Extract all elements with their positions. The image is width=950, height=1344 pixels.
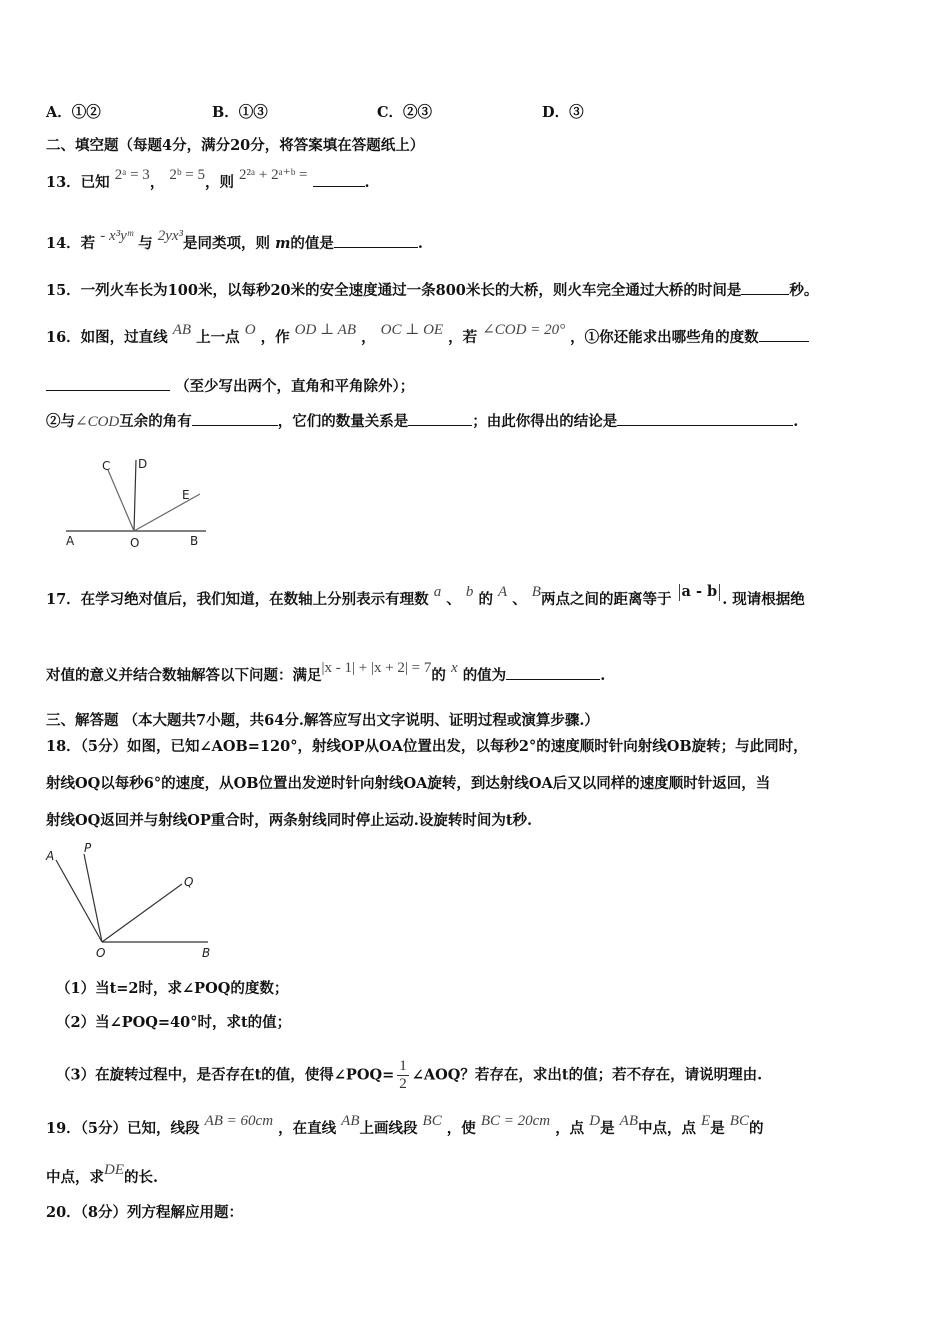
- q16-l3cod: ∠COD: [75, 414, 120, 430]
- ray-op: [84, 854, 102, 942]
- q18-line2: 射线OQ以每秒6°的速度，从OB位置出发逆时针向射线OA旋转，到达射线OA后又以同样的速度顺时针返回，当: [46, 775, 771, 792]
- q19-line2a: 中点，求: [46, 1169, 104, 1186]
- q19-ab: AB = 60cm: [204, 1113, 274, 1129]
- q13-mid: ，则: [204, 174, 234, 191]
- q18-line3: 射线OQ返回并与射线OP重合时，两条射线同时停止运动.设旋转时间为t秒.: [46, 812, 533, 829]
- ray-oq: [102, 884, 182, 942]
- label-b: B: [190, 534, 199, 548]
- q16-blank-4[interactable]: [408, 411, 472, 426]
- q17-answer-blank[interactable]: [506, 665, 600, 680]
- q14-suffix: 是同类项，则: [183, 235, 270, 252]
- q17-x: x: [450, 660, 458, 676]
- q16-l3c: ，它们的数量关系是: [277, 413, 409, 430]
- q16-l3a: ②与: [46, 413, 75, 430]
- q14-var: m: [275, 235, 291, 252]
- label-a: A: [46, 849, 55, 863]
- q19-bc: BC: [422, 1113, 442, 1129]
- question-20: 20．（8分）列方程解应用题：: [46, 1204, 244, 1221]
- q19-de: DE: [104, 1162, 124, 1178]
- q16-line2: （至少写出两个，直角和平角除外）；: [175, 378, 415, 395]
- q17-line2: 对值的意义并结合数轴解答以下问题：满足: [46, 667, 322, 684]
- q18-sub3: [56, 1058, 762, 1093]
- question-16-line2: [46, 376, 414, 397]
- q16-t4: ，若: [448, 329, 478, 346]
- q16-t1: 上一点: [196, 329, 240, 346]
- ray-od: [134, 460, 136, 531]
- q17-t5: 的值为: [462, 667, 507, 684]
- q14-answer-blank[interactable]: [334, 233, 418, 248]
- q16-t3: ，: [361, 329, 376, 346]
- q16-t2: ，作: [260, 329, 290, 346]
- q18-sub3b: ∠AOQ: [411, 1066, 461, 1084]
- q14-end: .: [417, 235, 423, 252]
- section-2-title: 二、填空题（每题4分，满分20分，将答案填在答题纸上）: [46, 137, 425, 154]
- label-b: B: [202, 946, 211, 960]
- q19-line2b: 的长.: [124, 1169, 159, 1186]
- q16-l3b: 互余的角有: [119, 413, 192, 430]
- q17-abs: a - b: [681, 583, 718, 600]
- q16-blank-2[interactable]: [46, 376, 170, 391]
- q14-term1: - x³yᵐ: [100, 228, 134, 244]
- q18-fraction: [397, 1058, 409, 1093]
- q16-l3d: ；由此你得出的结论是: [472, 413, 618, 430]
- q19-ab2: AB: [341, 1113, 360, 1129]
- section-3-title: 三、解答题 （本大题共7小题，共64分.解答应写出文字说明、证明过程或演算步骤.）: [46, 712, 599, 729]
- q15-answer-blank[interactable]: [741, 280, 789, 295]
- q16-o: O: [244, 322, 256, 338]
- q13-cond2: 2ᵇ = 5: [169, 167, 205, 183]
- q18-sub1: （1）当t=2时，求∠POQ的度数；: [56, 980, 289, 997]
- q16-blank-3[interactable]: [192, 411, 278, 426]
- q13-cond1: 2ᵃ = 3: [114, 167, 150, 183]
- q18-sub3c: ？若存在，求出t的值；若不存在，请说明理由.: [460, 1066, 763, 1084]
- q13-expr: 2²ᵃ + 2ᵃ⁺ᵇ =: [239, 167, 308, 183]
- q15-end: 秒。: [789, 282, 819, 299]
- q17-pb: B: [531, 584, 541, 600]
- q16-t5: ，①你还能求出哪些角的度数: [570, 329, 759, 346]
- q13-prefix: 13．已知: [46, 174, 110, 191]
- label-o: O: [96, 946, 106, 960]
- question-13: [46, 167, 370, 193]
- fraction-denominator: 2: [399, 1076, 407, 1092]
- option-d: D．③: [542, 104, 584, 121]
- question-14: [46, 228, 423, 254]
- q19-t7: 是: [710, 1120, 725, 1137]
- q19-ab3: AB: [619, 1113, 638, 1129]
- question-15: [46, 280, 818, 301]
- q13-end: .: [364, 174, 370, 191]
- q18-sub3a: （3）在旋转过程中，是否存在t的值，使得∠POQ=: [56, 1066, 395, 1084]
- q19-t3: ，使: [446, 1120, 476, 1137]
- label-p: P: [84, 841, 92, 855]
- question-19-line2: [46, 1162, 159, 1188]
- question-16: [46, 322, 809, 348]
- q16-blank-1[interactable]: [759, 327, 809, 342]
- q17-pa: A: [498, 584, 508, 600]
- q19-t6: 中点，点: [637, 1120, 696, 1137]
- q16-oc: OC ⊥ OE: [380, 322, 444, 338]
- q18-line1: 18．（5分）如图，已知∠AOB=120°，射线OP从OA位置出发，以每秒2°的速度顺时针向射线OB旋转；与此同时，: [46, 738, 808, 755]
- q17-sep2: 、: [512, 591, 527, 608]
- label-a: A: [66, 534, 75, 548]
- q16-prefix: 16．如图，过直线: [46, 329, 168, 346]
- option-a: A．①②: [46, 104, 101, 121]
- q16-blank-5[interactable]: [617, 411, 793, 426]
- q19-prefix: 19．（5分）已知，线段: [46, 1120, 200, 1137]
- question-17-line2: [46, 660, 606, 686]
- question-16-line3: [46, 411, 798, 432]
- q14-term2: 2yx³: [157, 228, 183, 244]
- label-q: Q: [184, 875, 194, 889]
- figure-18: [40, 838, 230, 966]
- q16-cod: ∠COD = 20°: [482, 322, 566, 338]
- option-c: C．②③: [377, 104, 433, 121]
- q19-t2: 上画线段: [359, 1120, 418, 1137]
- q17-a: a: [433, 584, 442, 600]
- ray-oe: [134, 494, 200, 531]
- q19-t5: 是: [600, 1120, 615, 1137]
- q18-sub2: （2）当∠POQ=40°时，求t的值；: [56, 1014, 292, 1031]
- ray-oa: [56, 860, 102, 942]
- question-17: [46, 583, 805, 610]
- q19-t1: ，在直线: [278, 1120, 337, 1137]
- q15-text: 15．一列火车长为100米，以每秒20米的安全速度通过一条800米长的大桥，则火车完全通过大桥的时间是: [46, 282, 742, 299]
- q17-t3: . 现请根据绝: [722, 591, 805, 608]
- q16-od: OD ⊥ AB: [294, 322, 356, 338]
- figure-16: [60, 452, 220, 552]
- q19-d: D: [589, 1113, 601, 1129]
- q19-e: E: [701, 1113, 711, 1129]
- label-o: O: [130, 536, 140, 550]
- q17-sep1: 、: [446, 591, 461, 608]
- q16-l3e: .: [793, 413, 799, 430]
- fraction-numerator: 1: [399, 1058, 407, 1074]
- q19-bc3: BC: [729, 1113, 749, 1129]
- q17-end: .: [600, 667, 606, 684]
- q19-bc2: BC = 20cm: [480, 1113, 551, 1129]
- q17-eq: |x - 1| + |x + 2| = 7: [321, 660, 432, 676]
- label-e: E: [182, 488, 190, 502]
- q19-t8: 的: [748, 1120, 764, 1137]
- ray-oc: [108, 470, 134, 531]
- option-b: B．①③: [212, 104, 268, 121]
- q14-suffix2: 的值是: [290, 235, 334, 252]
- q14-prefix: 14．若: [46, 235, 96, 252]
- q16-ab: AB: [172, 322, 192, 338]
- q19-t4: ，点: [555, 1120, 585, 1137]
- q17-t4: 的: [431, 667, 446, 684]
- q17-t2: 两点之间的距离等于: [540, 591, 672, 608]
- question-19: [46, 1113, 764, 1139]
- label-c: C: [102, 459, 111, 473]
- q17-b: b: [465, 584, 474, 600]
- q17-t1: 的: [478, 591, 493, 608]
- q13-sep: ，: [149, 174, 165, 191]
- q17-prefix: 17．在学习绝对值后，我们知道，在数轴上分别表示有理数: [46, 591, 429, 608]
- label-d: D: [138, 457, 148, 471]
- q14-with: 与: [138, 235, 153, 252]
- q13-answer-blank[interactable]: [313, 172, 365, 187]
